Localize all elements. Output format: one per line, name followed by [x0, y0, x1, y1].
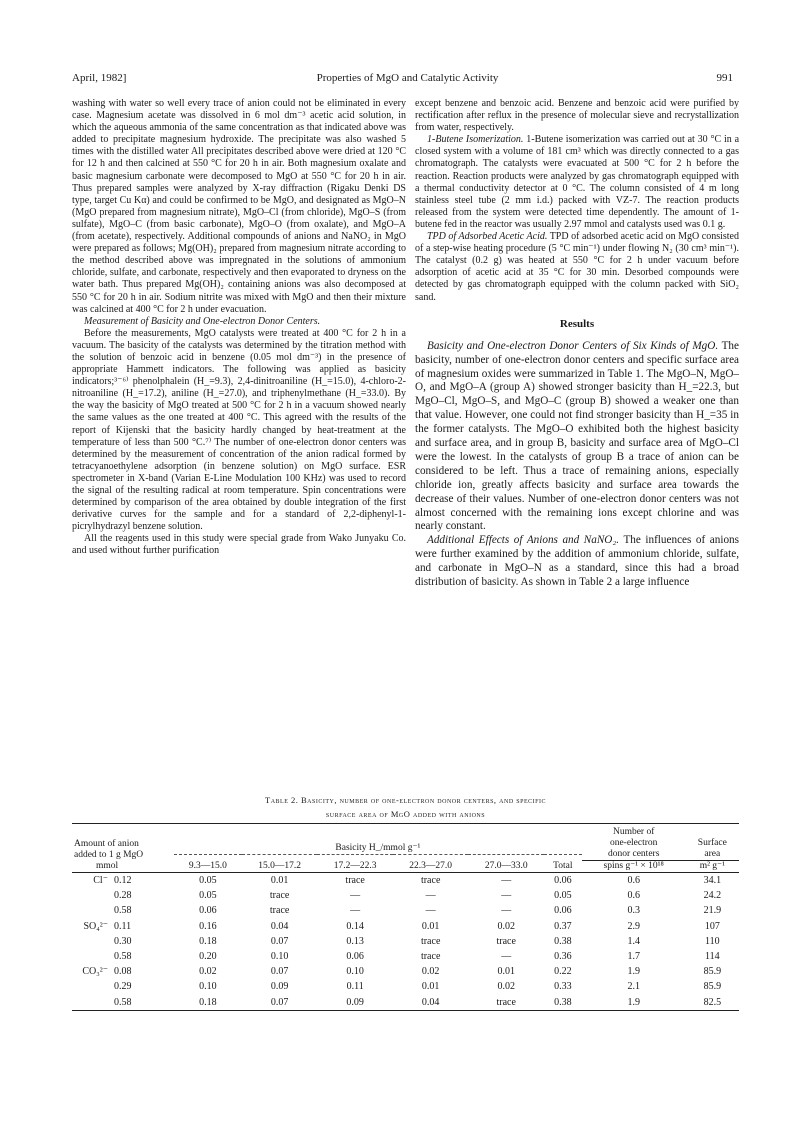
col-total: Total [544, 861, 582, 873]
cell-b3: — [350, 890, 361, 902]
cell-b2: 0.01 [270, 875, 289, 886]
cell-b3: 0.14 [346, 920, 364, 932]
cell-b1: 0.06 [199, 905, 217, 917]
paragraph: except benzene and benzoic acid. Benzene and benzoic acid were purified by rectification after reflux in the presence of molecular sieve and recrystallization from water, respectively. [415, 98, 739, 134]
cell-spins: 0.6 [627, 875, 640, 886]
cell-anion: SO₄²⁻ [83, 920, 108, 932]
cell-spins: 1.9 [627, 996, 640, 1008]
cell-total: 0.05 [554, 890, 572, 902]
cell-anion [72, 888, 112, 903]
cell-area: 114 [704, 951, 720, 963]
cell-b4: 0.01 [421, 981, 440, 993]
cell-area: 107 [704, 920, 720, 932]
running-head-date: April, 1982] [72, 72, 127, 84]
cell-b2: 0.09 [270, 981, 289, 993]
cell-b3: 0.09 [346, 996, 364, 1008]
cell-b5: — [501, 905, 512, 917]
table-body [72, 873, 739, 1011]
cell-b3: 0.10 [346, 966, 364, 978]
cell-area: 24.2 [703, 890, 722, 902]
cell-b1: 0.16 [199, 920, 217, 932]
cell-anion [72, 979, 112, 994]
section-heading: TPD of Adsorbed Acetic Acid. [427, 231, 548, 243]
table-row [72, 919, 739, 934]
table-row [72, 934, 739, 949]
paragraph [415, 340, 739, 535]
cell-b5: — [501, 951, 512, 963]
cell-b3: 0.06 [346, 951, 364, 963]
cell-b5: 0.01 [497, 966, 515, 978]
paragraph-text: TPD of adsorbed acetic acid on MgO consisted of a step-wise heating procedure (5 °C min⁻¹) under flowing N₂ (30 cm³ min⁻¹). The catalyst (0.2 g) was heated at 550 °C for 2 h under vacuum before adsorption of acetic acid at 35 °C for 30 min. Desorbed compounds were detected by gas chromatograph equipped with the column packed with SiO₂ sand. [415, 231, 739, 303]
cell-b4: trace [420, 875, 441, 886]
section-heading: Basicity and One-electron Donor Centers of Six Kinds of MgO. [427, 339, 719, 352]
cell-anion: CO₃²⁻ [82, 966, 108, 978]
cell-b1: 0.02 [199, 966, 217, 978]
col-range: 15.0—17.2 [242, 861, 318, 873]
left-column [72, 98, 406, 558]
col-header-donor: Number of one-electron donor centers [582, 824, 686, 861]
cell-amount: 0.12 [114, 875, 132, 886]
cell-b1: 0.18 [199, 935, 217, 947]
right-column [415, 98, 739, 590]
cell-area: 21.9 [703, 905, 722, 917]
cell-total: 0.38 [554, 996, 572, 1008]
cell-spins: 0.3 [627, 905, 640, 917]
paragraph: All the reagents used in this study were special grade from Wako Junyaku Co. and used without further purification [72, 533, 406, 557]
col-header-basicity: Basicity H_/mmol g⁻¹ [174, 824, 582, 855]
section-heading: Measurement of Basicity and One-electron Donor Centers. [84, 315, 321, 327]
cell-total: 0.33 [554, 981, 572, 993]
cell-b5: — [501, 875, 512, 886]
table-row [72, 995, 739, 1011]
cell-total: 0.38 [554, 935, 572, 947]
cell-area: 85.9 [703, 966, 722, 978]
page-number: 991 [716, 72, 733, 84]
cell-total: 0.06 [554, 905, 572, 917]
cell-amount: 0.29 [114, 981, 132, 993]
cell-spins: 1.4 [627, 935, 640, 947]
section-heading: Additional Effects of Anions and NaNO₂. [427, 534, 620, 547]
cell-b3: 0.11 [346, 981, 364, 993]
results-heading: Results [559, 317, 595, 330]
cell-b4: trace [420, 951, 441, 963]
table-row [72, 979, 739, 994]
cell-anion [72, 903, 112, 918]
col-unit-amount: mmol [72, 861, 174, 873]
cell-b5: — [501, 890, 512, 902]
cell-total: 0.37 [554, 920, 572, 932]
data-table [72, 823, 739, 1011]
cell-spins: 1.7 [627, 951, 640, 963]
table-row [72, 888, 739, 903]
cell-anion [72, 949, 112, 964]
cell-b1: 0.10 [199, 981, 217, 993]
cell-amount: 0.58 [114, 905, 132, 917]
paragraph [415, 134, 739, 231]
cell-b2: 0.07 [270, 966, 289, 978]
cell-anion [72, 934, 112, 949]
table-2 [72, 823, 739, 1011]
cell-b4: 0.01 [421, 920, 440, 932]
cell-amount: 0.58 [114, 996, 132, 1008]
cell-b3: trace [345, 875, 365, 886]
table-row [72, 964, 739, 979]
col-header-area: Surface area [686, 824, 739, 861]
cell-b5: trace [496, 935, 516, 947]
cell-b3: — [350, 905, 361, 917]
paragraph [415, 231, 739, 304]
col-header-amount: Amount of anion added to 1 g MgO [72, 824, 174, 861]
cell-amount: 0.11 [114, 920, 132, 932]
cell-total: 0.22 [554, 966, 572, 978]
cell-b1: 0.05 [199, 890, 217, 902]
cell-b3: 0.13 [346, 935, 364, 947]
running-head-title: Properties of MgO and Catalytic Activity [316, 72, 499, 84]
col-range: 27.0—33.0 [468, 861, 544, 873]
col-range: 22.3—27.0 [393, 861, 469, 873]
cell-area: 110 [704, 935, 720, 947]
col-range: 17.2—22.3 [317, 861, 393, 873]
table-row [72, 873, 739, 889]
cell-b4: trace [420, 935, 441, 947]
table-caption [72, 793, 739, 821]
cell-b2: trace [269, 905, 290, 917]
cell-area: 34.1 [703, 875, 722, 886]
cell-b2: 0.07 [270, 935, 289, 947]
cell-b4: 0.04 [421, 996, 440, 1008]
col-unit-donor: spins g⁻¹ × 10¹⁸ [582, 861, 686, 873]
cell-anion: Cl⁻ [93, 875, 108, 886]
paragraph: Before the measurements, MgO catalysts were treated at 400 °C for 2 h in a vacuum. The basicity of the catalysts was determined by the titration method with the solution of benzoic acid in benzene (0.05 mol dm⁻³) in the presence of appropriate Hammett indicators. The following was applied as basicity indicators;³⁻⁶⁾ phenolphalein (H_=9.3), 2,4-dinitroaniline (H_=15.0), 4-chloro-2-nitroaniline (H_=17.2), aniline (H_=27.0), and triphenylmethane (H_=33.0). By the way the basicity of MgO treated at 500 °C for 2 h in a vacuum showed nearly the same values as the one treated at 400 °C. This agreed with the results of the report of Kijenski that the basicity hardly changed by heat-treatment at the temperature of less than 500 °C.⁷⁾ The number of one-electron donor centers was determined by the measurement of concentration of the anion radical formed by tetracyanoethylene adsorption (in benzene solution) on MgO surface. ESR spectrometer in X-band (Varian E-Line Modulation 100 KHz) was used to record the signal of the resulting radical at room temperature. Spin concentrations were determined by comparison of the area obtained by double integration of the first derivative curves for the sample and for a standard of 2,2-diphenyl-1-picrylhydrazyl benzene solution. [72, 327, 406, 533]
cell-b2: 0.10 [270, 951, 289, 963]
cell-total: 0.36 [554, 951, 572, 963]
col-unit-area: m² g⁻¹ [686, 861, 739, 873]
cell-b4: — [425, 905, 436, 917]
cell-b2: trace [269, 890, 290, 902]
cell-spins: 2.1 [627, 981, 640, 993]
cell-amount: 0.08 [114, 966, 132, 978]
cell-amount: 0.28 [114, 890, 132, 902]
table-caption-line: surface area of MgO added with anions [325, 809, 486, 819]
cell-b1: 0.05 [199, 875, 217, 886]
section-heading: 1-Butene Isomerization. [427, 134, 524, 146]
cell-b1: 0.20 [199, 951, 217, 963]
cell-b5: trace [496, 996, 516, 1008]
cell-spins: 0.6 [627, 890, 640, 902]
cell-amount: 0.58 [114, 951, 132, 963]
cell-area: 82.5 [703, 996, 722, 1008]
cell-b4: 0.02 [421, 966, 440, 978]
cell-b4: — [425, 890, 436, 902]
paragraph-text: The basicity, number of one-electron donor centers and specific surface area of magnesium oxides were summarized in Table 1. The MgO–N, MgO–O, and MgO–A (group A) showed stronger basicity than H_=22.3, but MgO–Cl, MgO–S, and MgO–C (group B) showed a weaker one than that value. However, one could not find stronger basicity than H_=35 in the former catalysts. The MgO–O exhibited both the highest basicity and surface area, and in group B, basicity and surface area of MgO–Cl were the lowest. In the catalysts of group B a trace of anion can be considered to be left. Thus a trace of remaining anions, especially chloride ion, greatly affects basicity and surface area towards the decrease of their values. Number of one-electron donor centers was not almost concerned with the remaining ions except chlorine and was nearly constant. [415, 339, 739, 533]
cell-amount: 0.30 [114, 935, 132, 947]
cell-area: 85.9 [703, 981, 722, 993]
cell-b1: 0.18 [199, 996, 217, 1008]
table-row [72, 949, 739, 964]
cell-spins: 1.9 [627, 966, 640, 978]
cell-b2: 0.07 [270, 996, 289, 1008]
table-caption-line: Table 2. Basicity, number of one-electron donor centers, and specific [265, 795, 546, 805]
paragraph-text: 1-Butene isomerization was carried out at 30 °C in a closed system with a volume of 181 cm³ which was directly connected to a gas chromatograph. The catalysts were evacuated at 500 °C for 2 h before the reaction. Reaction products were analyzed by gas chromatograph equipped with a thermal conductivity detector at 0 °C. The column consisted of 4 m long stainless steel tube (2 mm i.d.) packed with VZ-7. The reaction products released from the system were detected time dependently. The amount of 1-butene fed in the reactor was usually 2.97 mmol and catalysts used was 0.1 g. [415, 134, 740, 230]
paragraph [72, 316, 406, 328]
paragraph-text: The influences of anions were further examined by the addition of ammonium chloride, sulfate, and carbonate in MgO–N as a standard, since this had a broad distribution of basicity. As shown in Table 2 a large influence [415, 534, 739, 589]
cell-b5: 0.02 [497, 920, 515, 932]
paragraph [415, 534, 739, 590]
paragraph: washing with water so well every trace of anion could not be eliminated in every case. Magnesium acetate was dissolved in 6 mol dm⁻³ acetic acid solution, in which the aqueous ammonia of the same concentration as that indicated above was added to precipitate magnesium hydroxide. The precipitate was also washed 5 times with the distilled water All precipitates described above were dried at 120 °C for 12 h and then calcined at 550 °C for 20 h in air. Both magnesium oxalate and basic magnesium carbonate were decomposed to MgO at 550 °C for 20 h in air. Thus prepared samples were analyzed by X-ray diffraction (Rigaku Denki DS type, target Cu Kα) and could be confirmed to be MgO, and designated as MgO–N (MgO prepared from magnesium nitrate), MgO–Cl (from chloride), MgO–S (from sulfate), MgO–C (from basic carbonate), MgO–O (from oxalate), and MgO–A (from acetate), respectively. Additional compounds of anions and NaNO₂ in MgO were prepared as follows; Mg(OH)₂ prepared from magnesium nitrate according to the method described above was impregnated in the solutions of ammonium chloride, sulfate, and carbonate, respectively and then evaporated to dryness on the water bath. Thus prepared Mg(OH)₂ containing anions was also decomposed at 550 °C for 20 h in air. Sodium nitrite was mixed with MgO and then their mixture was calcined at 400 °C for 2 h under evacuation. [72, 98, 406, 315]
cell-b5: 0.02 [497, 981, 515, 993]
running-head [72, 72, 743, 86]
table-row [72, 903, 739, 918]
cell-anion [72, 995, 112, 1011]
cell-spins: 2.9 [627, 920, 640, 932]
cell-b2: 0.04 [270, 920, 289, 932]
cell-total: 0.06 [554, 875, 572, 886]
col-range: 9.3—15.0 [174, 861, 242, 873]
